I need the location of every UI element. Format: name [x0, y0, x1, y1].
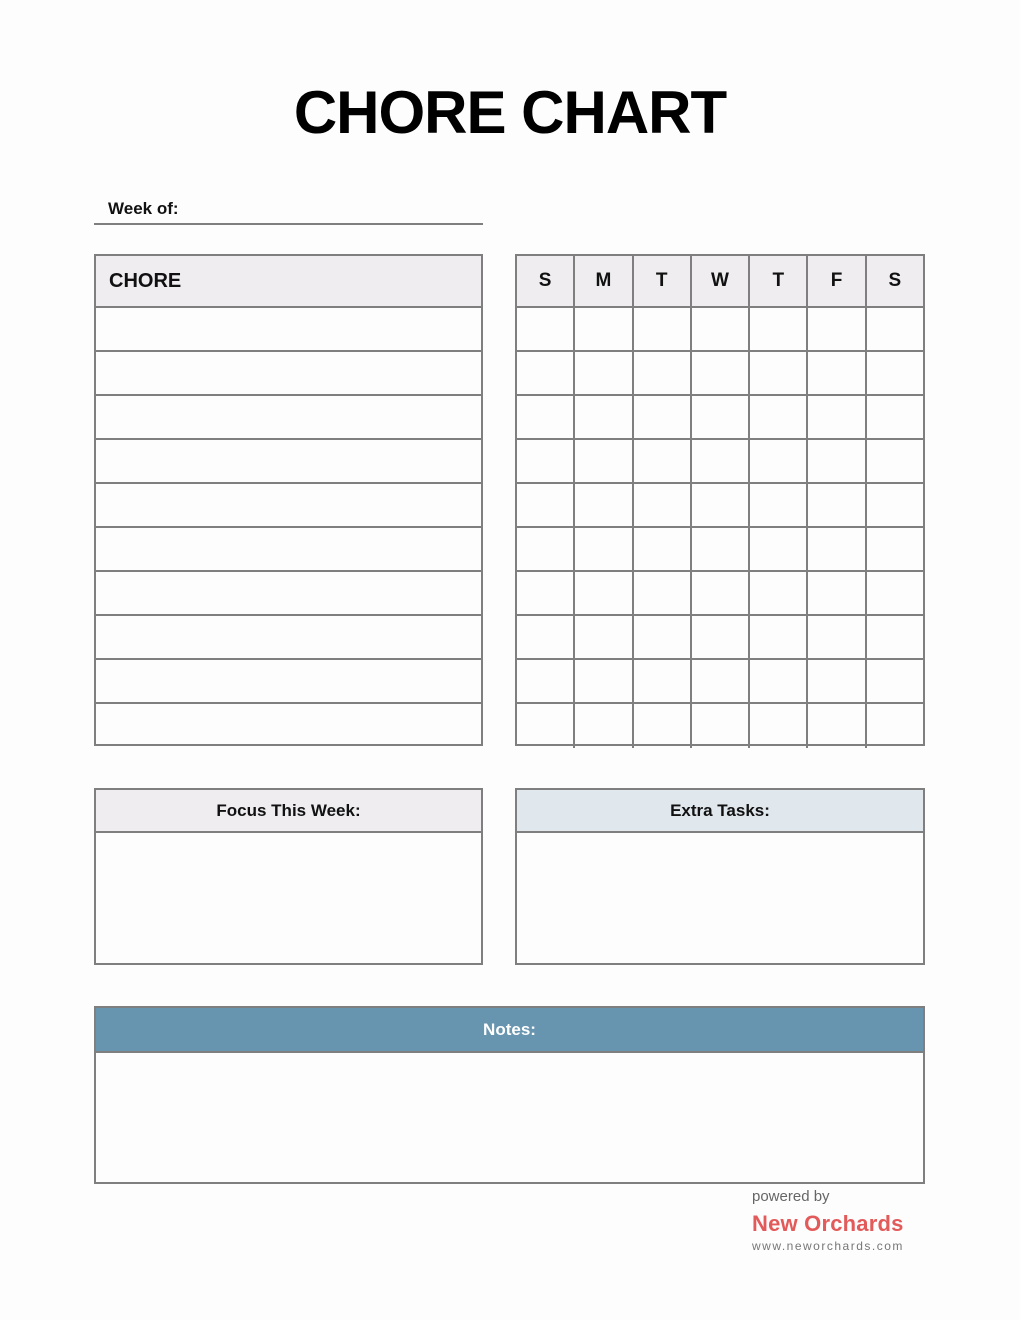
day-grid-row — [517, 572, 923, 616]
focus-this-week-box — [94, 788, 483, 965]
day-grid-row — [517, 528, 923, 572]
day-check-cell[interactable] — [634, 396, 692, 438]
day-check-cell[interactable] — [750, 396, 808, 438]
day-check-cell[interactable] — [517, 660, 575, 702]
day-check-cell[interactable] — [750, 572, 808, 614]
day-check-cell[interactable] — [517, 484, 575, 526]
day-check-cell[interactable] — [634, 308, 692, 350]
day-check-cell[interactable] — [808, 396, 866, 438]
day-check-cell[interactable] — [867, 308, 923, 350]
powered-by-text: powered by — [752, 1188, 830, 1205]
day-check-cell[interactable] — [634, 704, 692, 748]
day-header-saturday: S — [888, 270, 902, 291]
day-check-cell[interactable] — [867, 616, 923, 658]
notes-content[interactable] — [96, 1053, 923, 1181]
day-check-cell[interactable] — [575, 704, 633, 748]
day-check-cell[interactable] — [692, 352, 750, 394]
day-check-cell[interactable] — [867, 440, 923, 482]
day-check-cell[interactable] — [517, 572, 575, 614]
chore-row[interactable] — [96, 308, 481, 352]
day-check-cell[interactable] — [750, 704, 808, 748]
focus-content[interactable] — [96, 833, 481, 963]
day-grid-row — [517, 352, 923, 396]
day-check-cell[interactable] — [867, 484, 923, 526]
day-grid-row — [517, 440, 923, 484]
day-check-cell[interactable] — [808, 484, 866, 526]
day-check-cell[interactable] — [692, 396, 750, 438]
day-check-cell[interactable] — [692, 484, 750, 526]
day-grid-row — [517, 308, 923, 352]
day-check-cell[interactable] — [750, 528, 808, 570]
day-check-cell[interactable] — [808, 704, 866, 748]
day-grid-row — [517, 616, 923, 660]
day-check-cell[interactable] — [867, 704, 923, 748]
day-check-cell[interactable] — [575, 572, 633, 614]
day-check-cell[interactable] — [808, 660, 866, 702]
day-grid — [515, 254, 925, 746]
day-check-cell[interactable] — [517, 528, 575, 570]
day-check-cell[interactable] — [692, 528, 750, 570]
chore-row[interactable] — [96, 528, 481, 572]
notes-header: Notes: — [96, 1008, 923, 1053]
day-check-cell[interactable] — [575, 616, 633, 658]
day-check-cell[interactable] — [517, 616, 575, 658]
brand-logo: New Orchards — [752, 1211, 904, 1236]
day-check-cell[interactable] — [750, 440, 808, 482]
chore-row[interactable] — [96, 704, 481, 748]
day-check-cell[interactable] — [634, 484, 692, 526]
day-check-cell[interactable] — [750, 352, 808, 394]
day-grid-row — [517, 484, 923, 528]
chore-row[interactable] — [96, 396, 481, 440]
day-check-cell[interactable] — [634, 616, 692, 658]
day-check-cell[interactable] — [867, 396, 923, 438]
day-grid-row — [517, 660, 923, 704]
day-check-cell[interactable] — [750, 660, 808, 702]
chore-row[interactable] — [96, 440, 481, 484]
day-check-cell[interactable] — [808, 528, 866, 570]
day-grid-row — [517, 704, 923, 748]
day-check-cell[interactable] — [867, 352, 923, 394]
chore-row[interactable] — [96, 572, 481, 616]
day-check-cell[interactable] — [634, 352, 692, 394]
chore-row[interactable] — [96, 352, 481, 396]
day-check-cell[interactable] — [517, 352, 575, 394]
day-check-cell[interactable] — [517, 396, 575, 438]
day-header-monday: M — [575, 256, 633, 306]
day-check-cell[interactable] — [575, 396, 633, 438]
day-check-cell[interactable] — [750, 308, 808, 350]
week-of-label: Week of: — [108, 199, 179, 218]
chore-header: CHORE — [96, 256, 481, 308]
day-check-cell[interactable] — [692, 572, 750, 614]
day-check-cell[interactable] — [575, 352, 633, 394]
chore-table — [94, 254, 483, 746]
day-header-thursday: T — [750, 256, 808, 306]
chore-row[interactable] — [96, 616, 481, 660]
week-of-field[interactable] — [94, 196, 483, 225]
day-check-cell[interactable] — [634, 572, 692, 614]
day-check-cell[interactable] — [750, 616, 808, 658]
notes-box — [94, 1006, 925, 1184]
extra-tasks-content[interactable] — [517, 833, 923, 963]
brand-url: www.neworchards.com — [752, 1239, 904, 1253]
day-check-cell[interactable] — [575, 660, 633, 702]
day-check-cell[interactable] — [808, 308, 866, 350]
day-check-cell[interactable] — [692, 308, 750, 350]
focus-header: Focus This Week: — [96, 790, 481, 833]
day-check-cell[interactable] — [692, 616, 750, 658]
day-check-cell[interactable] — [575, 484, 633, 526]
day-check-cell[interactable] — [692, 704, 750, 748]
day-check-cell[interactable] — [517, 704, 575, 748]
day-check-cell[interactable] — [808, 440, 866, 482]
day-check-cell[interactable] — [517, 440, 575, 482]
day-check-cell[interactable] — [867, 528, 923, 570]
chore-row[interactable] — [96, 660, 481, 704]
day-check-cell[interactable] — [750, 484, 808, 526]
day-check-cell[interactable] — [575, 440, 633, 482]
day-check-cell[interactable] — [692, 660, 750, 702]
day-header-wednesday: W — [692, 256, 750, 306]
day-header-row — [517, 256, 923, 308]
day-check-cell[interactable] — [867, 660, 923, 702]
day-check-cell[interactable] — [867, 572, 923, 614]
day-check-cell[interactable] — [692, 440, 750, 482]
day-header-sunday: S — [517, 256, 575, 306]
page-title: CHORE CHART — [293, 79, 727, 146]
chore-row[interactable] — [96, 484, 481, 528]
day-check-cell[interactable] — [634, 660, 692, 702]
footer-branding — [752, 1188, 932, 1253]
day-check-cell[interactable] — [808, 352, 866, 394]
extra-tasks-box — [515, 788, 925, 965]
day-grid-row — [517, 396, 923, 440]
day-check-cell[interactable] — [808, 572, 866, 614]
day-check-cell[interactable] — [808, 616, 866, 658]
day-check-cell[interactable] — [634, 528, 692, 570]
day-check-cell[interactable] — [517, 308, 575, 350]
day-check-cell[interactable] — [634, 440, 692, 482]
day-header-friday: F — [808, 256, 866, 306]
extra-tasks-header: Extra Tasks: — [517, 790, 923, 833]
day-check-cell[interactable] — [575, 308, 633, 350]
day-header-tuesday: T — [634, 256, 692, 306]
day-check-cell[interactable] — [575, 528, 633, 570]
